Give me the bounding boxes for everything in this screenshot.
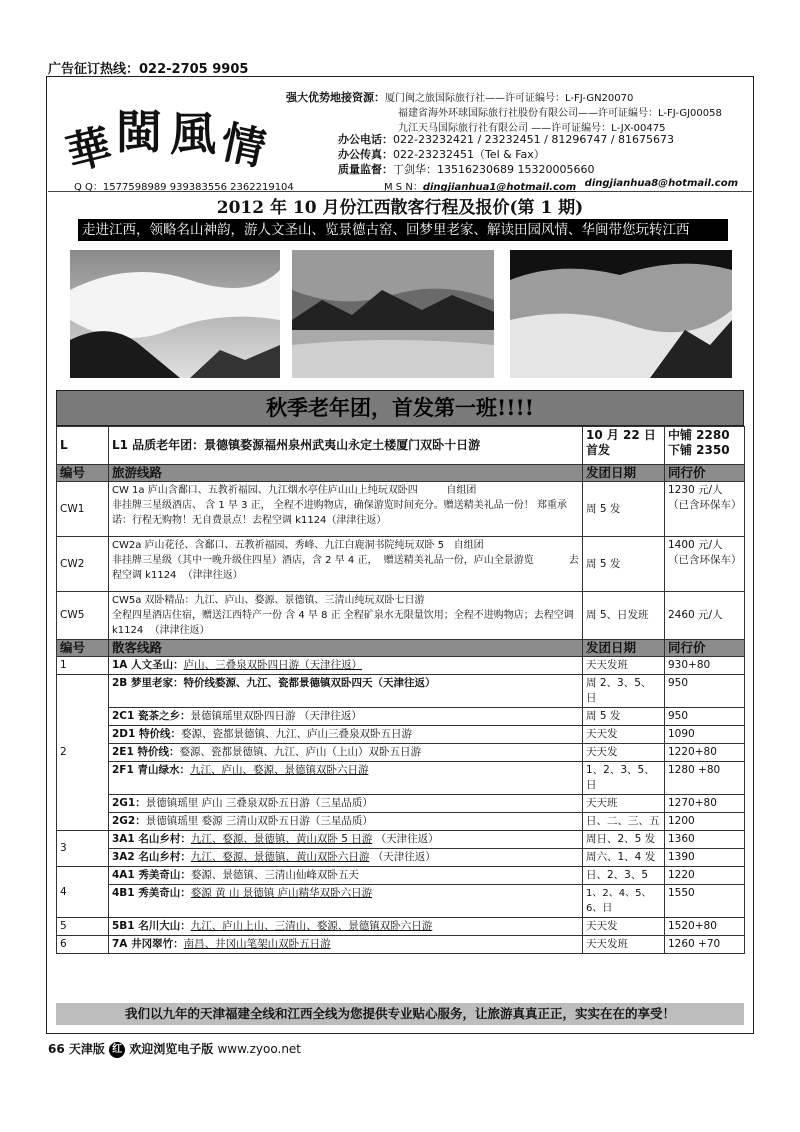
table-row[interactable]: CW1 CW 1a 庐山含鄱口、五教祈福园、九江烟水亭住庐山山上纯玩双卧四 自组团 非挂牌三星级酒店、 含 1 早 3 正， 全程不进购物店，确保游览时间充分。赠送精美礼品一份！ 郑重承诺：行程无购物！无自费景点！去程空调 k1124（津津往返） 周 5 发 1230 元/人（已含环保车） bbox=[57, 482, 745, 537]
msn-email-link[interactable]: dingjianhua1@hotmail.com bbox=[422, 182, 577, 193]
table-header-1: 编号 旅游线路 发团日期 同行价 bbox=[57, 465, 745, 482]
photo-lake-mountains bbox=[292, 250, 494, 378]
table-row[interactable]: 3 3A1 名山乡村：九江、婺源、景德镇、黄山双卧 5 日游 （天津往返） 周日、2、5 发 1360 bbox=[57, 831, 745, 849]
page-footer: 66 天津版 红 欢迎浏览电子版 www.zyoo.net bbox=[48, 1042, 302, 1056]
senior-tour-route: L1 品质老年团：景德镇婺源福州泉州武夷山永定土楼厦门双卧十日游 bbox=[109, 427, 583, 465]
logo: 華 閩 風 情 bbox=[61, 105, 270, 181]
agency-line-1: 厦门闽之旅国际旅行社——许可证编号：L-FJ-GN20070 bbox=[385, 93, 634, 104]
table-row[interactable]: 4 4A1 秀美奇山：婺源、景德镇、三清山仙峰双卧五天 日、2、3、5 1220 bbox=[57, 867, 745, 885]
table-header-2: 编号 散客线路 发团日期 同行价 bbox=[57, 640, 745, 657]
photo-sea-of-clouds bbox=[510, 250, 732, 378]
agency-line-3: 九江天马国际旅行社有限公司 ——许可证编号：L-JX-00475 bbox=[398, 123, 666, 134]
page-number: 66 天津版 bbox=[48, 1042, 105, 1056]
table-row[interactable]: 6 7A 井冈翠竹：南昌、井冈山笔架山双卧五日游 天天发班 1260 +70 bbox=[57, 936, 745, 954]
price-middle-berth: 中铺 2280 bbox=[668, 428, 730, 442]
season-banner: 秋季老年团，首发第一班!!!! bbox=[56, 390, 744, 426]
office-phone: 022-23232421 / 23232451 / 81296747 / 81675673 bbox=[393, 133, 675, 146]
table-row[interactable]: 4B1 秀美奇山：婺源 黄 山 景德镇 庐山精华双卧六日游 1、2、4、5、6、日 1550 bbox=[57, 885, 745, 918]
agency-label: 强大优势地接资源： bbox=[286, 91, 385, 104]
agency-info bbox=[286, 90, 746, 136]
table-row[interactable]: 2D1 特价线：婺源、瓷都景德镇、九江、庐山三叠泉双卧五日游 天天发 1090 bbox=[57, 726, 745, 744]
table-row[interactable]: 2E1 特价线：婺源、瓷都景德镇、九江、庐山（上山）双卧五日游 天天发 1220+80 bbox=[57, 744, 745, 762]
itinerary-table bbox=[56, 390, 744, 954]
service-slogan: 我们以九年的天津福建全线和江西全线为您提供专业贴心服务，让旅游真真正正，实实在在的享受！ bbox=[56, 1003, 744, 1025]
senior-tour-row[interactable]: L L1 品质老年团：景德镇婺源福州泉州武夷山永定土楼厦门双卧十日游 10 月 22 日首发 中铺 2280 下铺 2350 bbox=[57, 427, 745, 465]
red-logo-icon: 红 bbox=[109, 1042, 125, 1058]
ad-hotline: 广告征订热线：022-2705 9905 bbox=[48, 62, 249, 77]
table-row[interactable]: CW5 CW5a 双卧精品：九江、庐山、婺源、景德镇、三清山纯玩双卧七日游 全程四星酒店住宿，赠送江西特产一份 含 4 早 8 正 全程矿泉水无限量饮用；全程不进购物店；去程空调 k1124 （津津往返） 周 5、日发班 2460 元/人 bbox=[57, 592, 745, 640]
table-row[interactable]: 2F1 青山绿水：九江、庐山、婺源、景德镇双卧六日游 1、2、3、5、日 1280 +80 bbox=[57, 762, 745, 795]
office-fax: 022-23232451（Tel & Fax） bbox=[393, 148, 545, 161]
table-row[interactable]: 1 1A 人文圣山：庐山、三叠泉双卧四日游（天津往返） 天天发班 930+80 bbox=[57, 657, 745, 675]
table-row[interactable]: 2 2B 梦里老家：特价线婺源、九江、瓷都景德镇双卧四天（天津往返） 周 2、3、5、日 950 bbox=[57, 675, 745, 708]
photo-mountain-clouds bbox=[70, 250, 280, 378]
quality-supervisor: 丁剑华：13516230689 15320005660 bbox=[393, 163, 595, 176]
table-row[interactable]: 2G2：景德镇瑶里 婺源 三清山双卧五日游（三星品质） 日、二、三、五 1200 bbox=[57, 813, 745, 831]
table-row[interactable]: 2G1：景德镇瑶里 庐山 三叠泉双卧五日游（三星品质） 天天班 1270+80 bbox=[57, 795, 745, 813]
table-row[interactable]: 3A2 名山乡村：九江、婺源、景德镇、黄山双卧六日游 （天津往返） 周六、1、4 发 1390 bbox=[57, 849, 745, 867]
table-row[interactable]: CW2 CW2a 庐山花径、含鄱口、五教祈福园、秀峰、九江白鹿洞书院纯玩双卧 5 自组团 非挂牌三星级（其中一晚升级住四星）酒店，含 2 早 4 正， 赠送精美礼品一份，庐山全景游览 去程空调 k1124 （津津往返） 周 5 发 1400 元/人（已含环保车） bbox=[57, 537, 745, 592]
senior-tour-date: 10 月 22 日首发 bbox=[583, 427, 665, 465]
contact-block: 办公电话：022-23232421 / 23232451 / 81296747 / 81675673 办公传真：022-23232451（Tel & Fax） 质量监督：丁剑华：13516230689 15320005660 bbox=[338, 133, 675, 176]
qq-numbers: Q Q：1577598989 939383556 2362219104 bbox=[74, 182, 294, 193]
table-row[interactable]: 5 5B1 名川大山：九江、庐山上山、三清山、婺源、景德镇双卧六日游 天天发 1520+80 bbox=[57, 918, 745, 936]
table-row[interactable]: 2C1 瓷茶之乡：景德镇瑶里双卧四日游 （天津往返） 周 5 发 950 bbox=[57, 708, 745, 726]
qq-msn-row: Q Q：1577598989 939383556 2362219104 M S N：dingjianhua1@hotmail.com dingjianhua8@hotmail.com bbox=[48, 178, 752, 192]
slogan-banner: 走进江西，领略名山神韵，游人文圣山、览景德古窑、回梦里老家、解读田园风情、华闽带您玩转江西 bbox=[78, 219, 728, 241]
website-link[interactable]: www.zyoo.net bbox=[217, 1042, 302, 1056]
page-title: 2012 年 10 月份江西散客行程及报价(第 1 期) bbox=[216, 198, 584, 218]
msn-email-2[interactable]: dingjianhua8@hotmail.com bbox=[584, 178, 738, 189]
price-lower-berth: 下铺 2350 bbox=[668, 443, 730, 457]
agency-line-2: 福建省海外环球国际旅行社股份有限公司——许可证编号：L-FJ-GJ00058 bbox=[398, 108, 722, 119]
